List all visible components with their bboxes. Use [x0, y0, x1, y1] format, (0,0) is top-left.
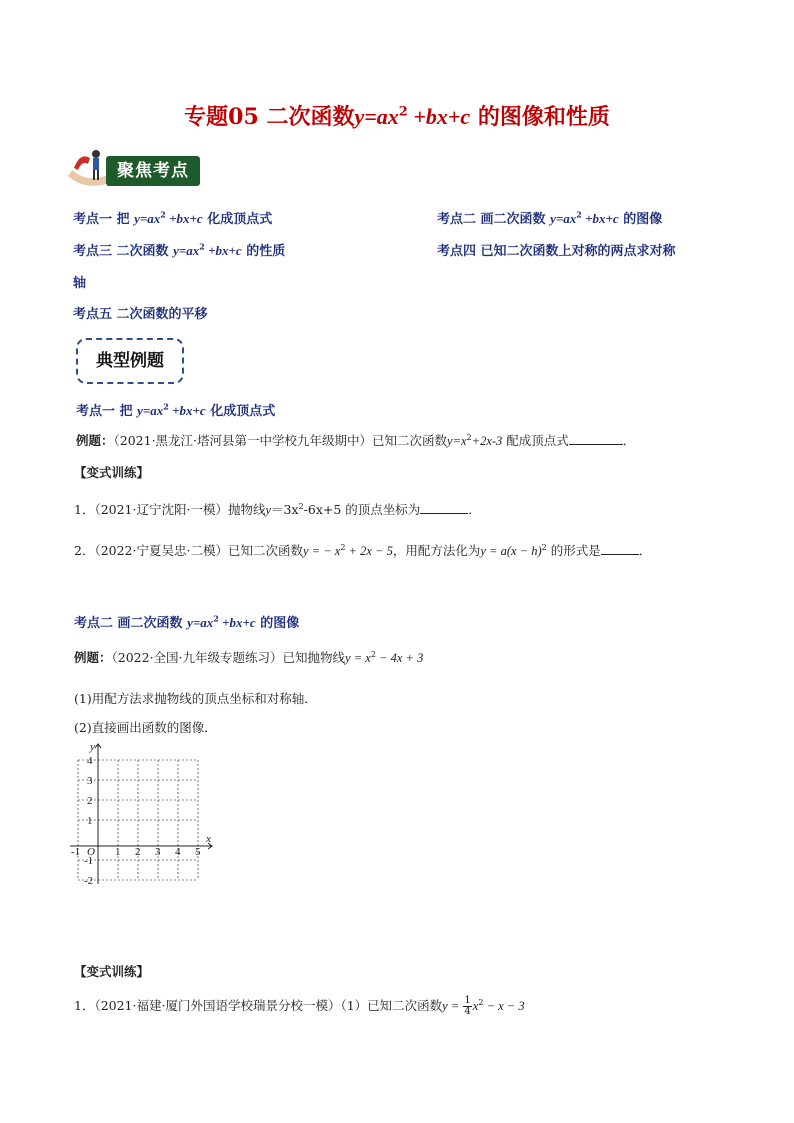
- focus-badge-label: 聚焦考点: [106, 156, 200, 186]
- answer-blank[interactable]: [601, 542, 639, 555]
- kaodian-item-5: 考点五 二次函数的平移: [73, 307, 208, 322]
- y-tick-label: -1: [84, 855, 94, 867]
- section2-heading: 考点二 画二次函数 $y=ax^2 +bx+c$ 的图像: [74, 613, 300, 631]
- section2-part-1: (1)用配方法求抛物线的顶点坐标和对称轴．: [74, 691, 317, 706]
- kaodian-item-2: 考点二 画二次函数 $y=ax^2 +bx+c$ 的图像: [437, 209, 663, 227]
- x-tick-label: 5: [195, 846, 201, 858]
- y-tick-label: 2: [87, 795, 93, 807]
- kaodian-item-4: 考点四 已知二次函数上对称的两点求对称: [437, 244, 676, 259]
- section1-variant-heading: 【变式训练】: [74, 465, 150, 480]
- origin-label: O: [87, 846, 95, 858]
- section1-question-1: 1．（2021·辽宁沈阳·一模）抛物线$y=3x^2-6x+5$ 的顶点坐标为 ．: [74, 501, 481, 517]
- section1-heading: 考点一 把 $y=ax^2 +bx+c$ 化成顶点式: [76, 401, 276, 419]
- typical-examples-label: 典型例题: [76, 338, 184, 384]
- y-tick-label: 3: [87, 775, 93, 787]
- focus-badge: [66, 146, 202, 192]
- x-tick-label: 1: [115, 846, 121, 858]
- page-title: 专题05 二次函数$y=ax^2 +bx+c$ 的图像和性质: [184, 104, 610, 130]
- kaodian-item-1: 考点一 把 $y=ax^2 +bx+c$ 化成顶点式: [73, 209, 273, 227]
- x-axis-label: x: [206, 833, 211, 845]
- answer-blank[interactable]: [420, 501, 468, 514]
- section2-question-1: 1．（2021·福建·厦门外国语学校瑞景分校一模）（1）已知二次函数y = $\frac{1}{4}$ $x^2 - x - 3$: [74, 995, 525, 1017]
- section2-variant-heading: 【变式训练】: [74, 964, 150, 979]
- x-tick-label: 3: [155, 846, 161, 858]
- grid-lines: [78, 760, 198, 880]
- x-tick-label: 2: [135, 846, 141, 858]
- y-tick-label: 4: [87, 755, 93, 767]
- y-tick-label: -2: [84, 875, 94, 887]
- section2-example: 例题：（2022·全国·九年级专题练习）已知抛物线$y = x^2 - 4x + 3$: [74, 649, 424, 665]
- kaodian-item-4-cont: 轴: [73, 276, 87, 291]
- y-tick-label: 1: [87, 815, 93, 827]
- x-tick-label: -1: [71, 846, 81, 858]
- section2-part-2: (2)直接画出函数的图像．: [74, 720, 217, 735]
- section1-question-2: 2．（2022·宁夏吴忠·二模）已知二次函数y = − $x^2 + 2x - 5$，用配方法化为$y = a(x - h)^2$ 的形式是 ．: [74, 542, 652, 558]
- kaodian-item-3: 考点三 二次函数 $y=ax^2 +bx+c$ 的性质: [73, 241, 286, 259]
- y-axis-label: y: [90, 741, 95, 753]
- x-tick-label: 4: [175, 846, 181, 858]
- section1-example: 例题：（2021·黑龙江·塔河县第一中学校九年级期中）已知二次函数$y=x^2+2x-3$ 配成顶点式 ．: [76, 432, 636, 448]
- fraction: $\frac{1}{4}$: [464, 995, 471, 1017]
- coordinate-grid: [66, 738, 218, 888]
- answer-blank[interactable]: [569, 432, 623, 445]
